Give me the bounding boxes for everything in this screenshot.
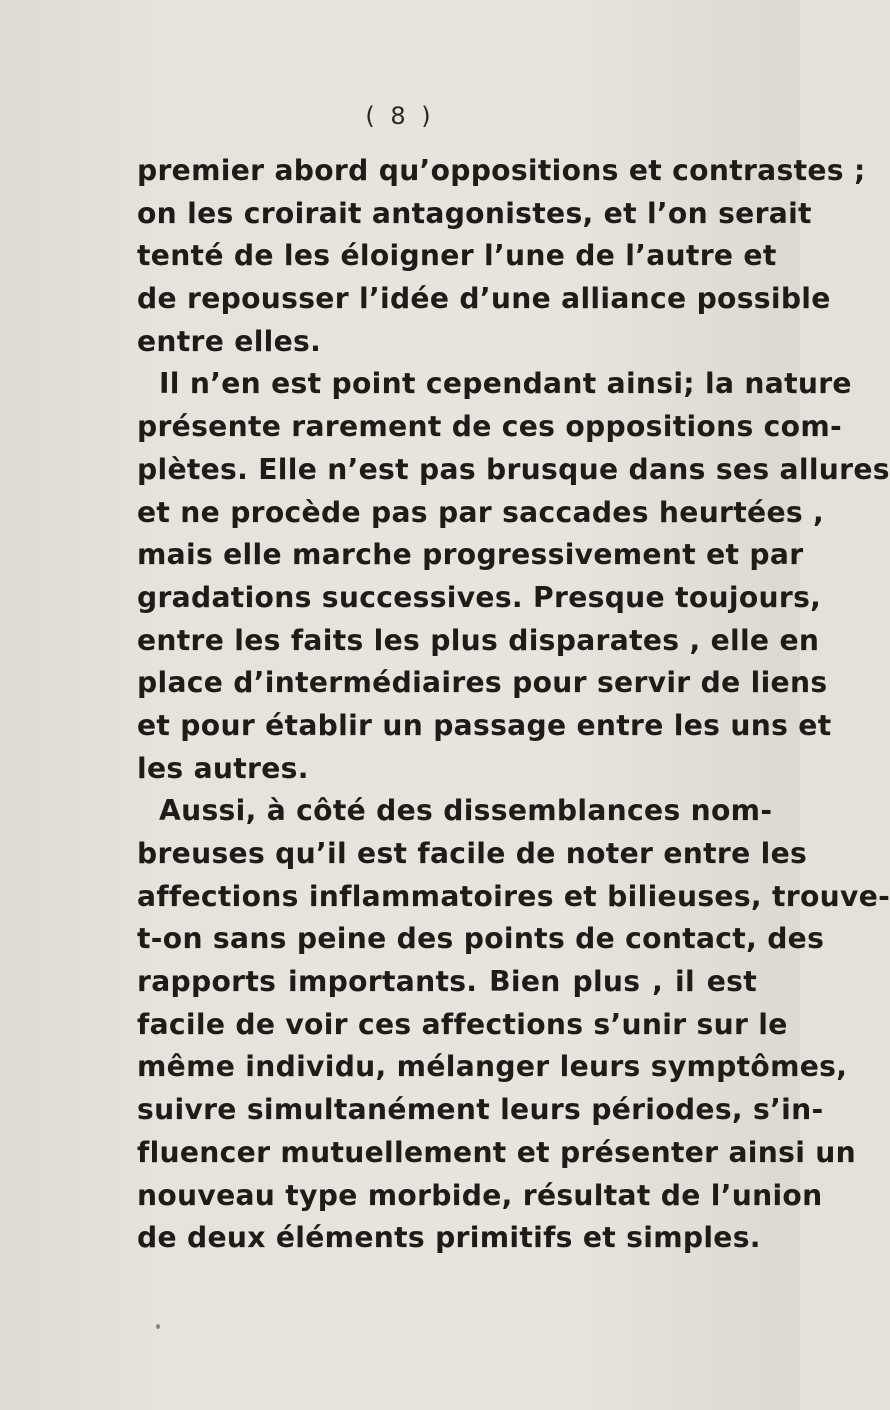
- text-line: t-on sans peine des points de contact, des: [137, 922, 825, 956]
- text-line: tenté de les éloigner l’une de l’autre et: [137, 239, 777, 273]
- text-line: suivre simultanément leurs périodes, s’in-: [137, 1093, 824, 1127]
- text-line: Il n’en est point cependant ainsi; la nature: [159, 367, 852, 401]
- text-line: et pour établir un passage entre les uns et: [137, 708, 832, 742]
- text-line: place d’intermédiaires pour servir de liens: [137, 666, 828, 700]
- text-line: entre les faits les plus disparates , elle en: [137, 623, 820, 657]
- text-line: gradations successives. Presque toujours,: [137, 580, 822, 614]
- page-number: ( 8 ): [365, 102, 435, 130]
- text-line: nouveau type morbide, résultat de l’union: [137, 1178, 823, 1212]
- text-line: entre elles.: [137, 324, 322, 358]
- text-line: fluencer mutuellement et présenter ainsi un: [137, 1135, 857, 1169]
- text-line: mais elle marche progressivement et par: [137, 538, 804, 572]
- text-line: et ne procède pas par saccades heurtées ,: [137, 495, 825, 529]
- text-line: Aussi, à côté des dissemblances nom-: [159, 794, 773, 828]
- text-line: premier abord qu’oppositions et contrastes ;: [137, 154, 866, 187]
- ink-speck: [156, 1324, 160, 1329]
- text-line: rapports importants. Bien plus , il est: [137, 965, 757, 999]
- text-line: de repousser l’idée d’une alliance possible: [137, 282, 831, 316]
- text-line: même individu, mélanger leurs symptômes,: [137, 1050, 848, 1084]
- text-line: facile de voir ces affections s’unir sur le: [137, 1007, 788, 1041]
- text-line: on les croirait antagonistes, et l’on serait: [137, 196, 812, 230]
- text-line: les autres.: [137, 751, 309, 785]
- text-line: plètes. Elle n’est pas brusque dans ses allures: [137, 452, 890, 486]
- text-line: breuses qu’il est facile de noter entre les: [137, 837, 808, 870]
- text-line: présente rarement de ces oppositions com-: [137, 410, 842, 444]
- text-line: affections inflammatoires et bilieuses, trouve-: [137, 879, 890, 913]
- body-text: [137, 150, 890, 1260]
- text-line: de deux éléments primitifs et simples.: [137, 1221, 761, 1255]
